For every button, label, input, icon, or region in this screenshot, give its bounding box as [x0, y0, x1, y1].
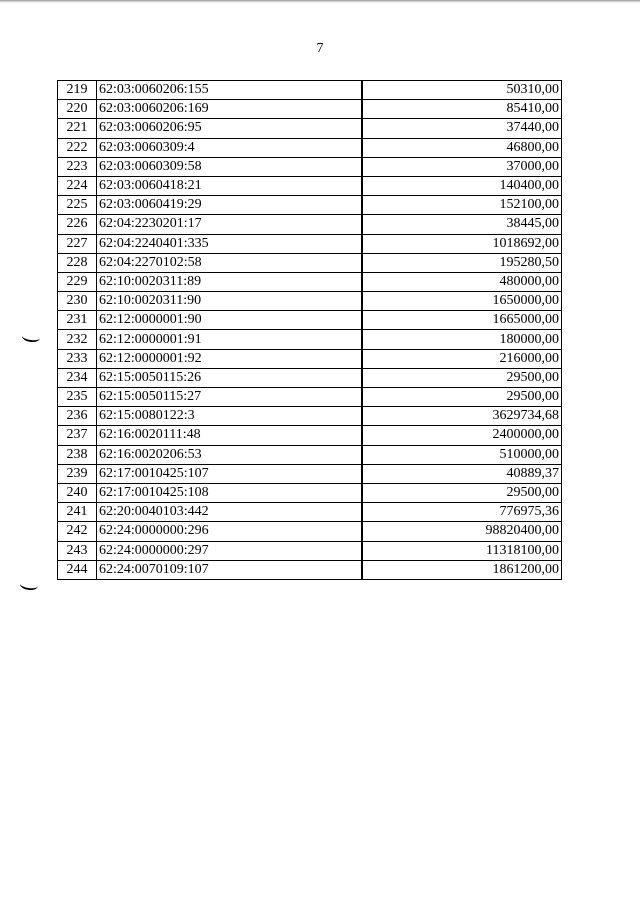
table-row [58, 81, 562, 100]
cadastral-number-cell: 62:15:0050115:27 [97, 388, 363, 407]
cadastral-number-cell: 62:10:0020311:89 [97, 272, 363, 291]
row-number-cell: 237 [58, 426, 97, 445]
cadastral-number-cell: 62:15:0080122:3 [97, 407, 363, 426]
table-row [58, 368, 562, 387]
cadastral-value-cell: 1650000,00 [362, 292, 562, 311]
cadastral-value-cell: 776975,36 [362, 503, 562, 522]
cadastral-number-cell: 62:03:0060418:21 [97, 176, 363, 195]
cadastral-value-cell: 40889,37 [362, 464, 562, 483]
cadastral-number-cell: 62:04:2230201:17 [97, 215, 363, 234]
cadastral-number-cell: 62:10:0020311:90 [97, 292, 363, 311]
scan-top-edge [0, 0, 640, 3]
cadastral-value-cell: 3629734,68 [362, 407, 562, 426]
table-row [58, 176, 562, 195]
cadastral-value-cell: 50310,00 [362, 81, 562, 100]
cadastral-value-cell: 1861200,00 [362, 560, 562, 579]
table-row [58, 560, 562, 579]
cadastral-number-cell: 62:03:0060309:4 [97, 138, 363, 157]
table-row [58, 100, 562, 119]
row-number-cell: 227 [58, 234, 97, 253]
row-number-cell: 243 [58, 541, 97, 560]
table-row [58, 388, 562, 407]
cadastral-number-cell: 62:24:0000000:297 [97, 541, 363, 560]
table-row [58, 503, 562, 522]
cadastral-number-cell: 62:17:0010425:107 [97, 464, 363, 483]
table-row [58, 541, 562, 560]
row-number-cell: 230 [58, 292, 97, 311]
cadastral-number-cell: 62:03:0060206:155 [97, 81, 363, 100]
cadastral-value-cell: 85410,00 [362, 100, 562, 119]
cadastral-number-cell: 62:12:0000001:91 [97, 330, 363, 349]
table-row [58, 349, 562, 368]
table-row [58, 407, 562, 426]
cadastral-number-cell: 62:04:2270102:58 [97, 253, 363, 272]
table-row [58, 483, 562, 502]
cadastral-value-cell: 2400000,00 [362, 426, 562, 445]
table-row [58, 253, 562, 272]
cadastral-value-cell: 140400,00 [362, 176, 562, 195]
cadastral-value-cell: 11318100,00 [362, 541, 562, 560]
cadastral-number-cell: 62:17:0010425:108 [97, 483, 363, 502]
table-row [58, 157, 562, 176]
row-number-cell: 238 [58, 445, 97, 464]
cadastral-value-cell: 180000,00 [362, 330, 562, 349]
cadastral-value-cell: 29500,00 [362, 483, 562, 502]
cadastral-value-cell: 152100,00 [362, 196, 562, 215]
cadastral-number-cell: 62:03:0060419:29 [97, 196, 363, 215]
row-number-cell: 219 [58, 81, 97, 100]
row-number-cell: 235 [58, 388, 97, 407]
row-number-cell: 224 [58, 176, 97, 195]
cadastral-value-table [57, 80, 562, 580]
cadastral-value-cell: 216000,00 [362, 349, 562, 368]
page-number: 7 [316, 41, 324, 56]
row-number-cell: 244 [58, 560, 97, 579]
table-row [58, 522, 562, 541]
cadastral-number-cell: 62:16:0020206:53 [97, 445, 363, 464]
row-number-cell: 228 [58, 253, 97, 272]
row-number-cell: 234 [58, 368, 97, 387]
cadastral-number-cell: 62:24:0000000:296 [97, 522, 363, 541]
row-number-cell: 221 [58, 119, 97, 138]
cadastral-number-cell: 62:12:0000001:92 [97, 349, 363, 368]
cadastral-number-cell: 62:04:2240401:335 [97, 234, 363, 253]
table-row [58, 215, 562, 234]
row-number-cell: 231 [58, 311, 97, 330]
row-number-cell: 233 [58, 349, 97, 368]
row-number-cell: 223 [58, 157, 97, 176]
table-row [58, 311, 562, 330]
table-row [58, 330, 562, 349]
table-row [58, 445, 562, 464]
row-number-cell: 239 [58, 464, 97, 483]
table-row [58, 464, 562, 483]
row-number-cell: 222 [58, 138, 97, 157]
table-body [58, 81, 562, 580]
cadastral-number-cell: 62:24:0070109:107 [97, 560, 363, 579]
table-row [58, 292, 562, 311]
cadastral-value-cell: 37000,00 [362, 157, 562, 176]
table-row [58, 119, 562, 138]
cadastral-number-cell: 62:03:0060206:95 [97, 119, 363, 138]
cadastral-value-cell: 29500,00 [362, 388, 562, 407]
cadastral-number-cell: 62:12:0000001:90 [97, 311, 363, 330]
row-number-cell: 236 [58, 407, 97, 426]
table-row [58, 426, 562, 445]
table-row [58, 196, 562, 215]
cadastral-number-cell: 62:03:0060206:169 [97, 100, 363, 119]
cadastral-value-cell: 195280,50 [362, 253, 562, 272]
cadastral-value-cell: 29500,00 [362, 368, 562, 387]
cadastral-value-cell: 480000,00 [362, 272, 562, 291]
margin-tick-mark [21, 331, 40, 343]
table-row [58, 138, 562, 157]
row-number-cell: 225 [58, 196, 97, 215]
row-number-cell: 241 [58, 503, 97, 522]
row-number-cell: 220 [58, 100, 97, 119]
cadastral-value-cell: 46800,00 [362, 138, 562, 157]
margin-tick-mark [19, 579, 38, 591]
cadastral-value-cell: 38445,00 [362, 215, 562, 234]
table-row [58, 272, 562, 291]
row-number-cell: 242 [58, 522, 97, 541]
table-row [58, 234, 562, 253]
cadastral-number-cell: 62:20:0040103:442 [97, 503, 363, 522]
cadastral-number-cell: 62:03:0060309:58 [97, 157, 363, 176]
row-number-cell: 229 [58, 272, 97, 291]
cadastral-number-cell: 62:15:0050115:26 [97, 368, 363, 387]
row-number-cell: 226 [58, 215, 97, 234]
cadastral-value-cell: 510000,00 [362, 445, 562, 464]
cadastral-value-cell: 1018692,00 [362, 234, 562, 253]
cadastral-value-cell: 1665000,00 [362, 311, 562, 330]
row-number-cell: 232 [58, 330, 97, 349]
cadastral-number-cell: 62:16:0020111:48 [97, 426, 363, 445]
row-number-cell: 240 [58, 483, 97, 502]
cadastral-value-cell: 37440,00 [362, 119, 562, 138]
cadastral-value-cell: 98820400,00 [362, 522, 562, 541]
